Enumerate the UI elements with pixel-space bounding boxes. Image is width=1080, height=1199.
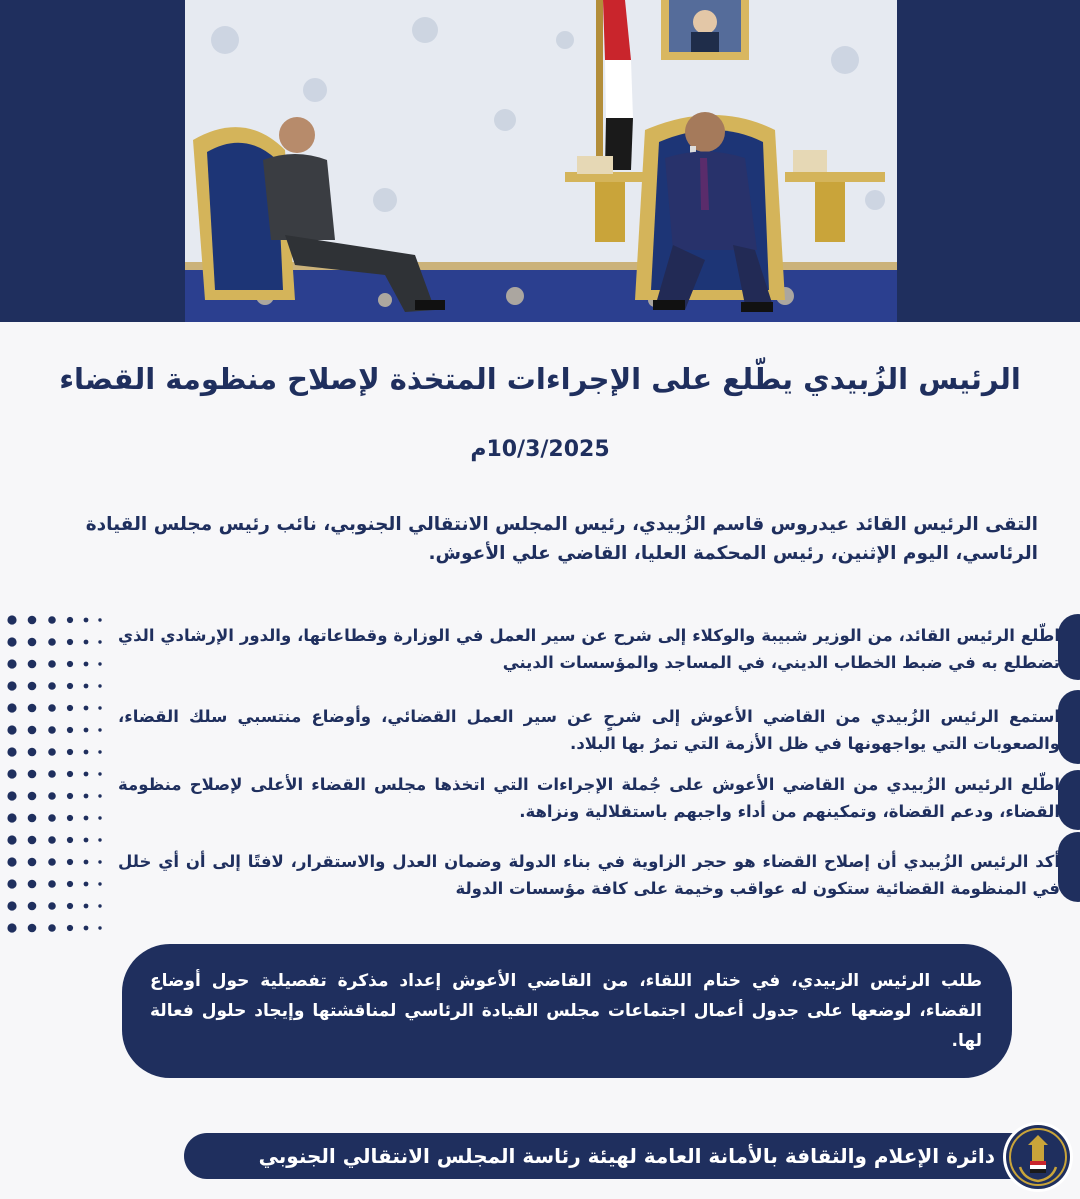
closing-paragraph: طلب الرئيس الزبيدي، في ختام اللقاء، من القاضي الأعوش إعداد مذكرة تفصيلية حول أوضاع القضاء، لوضعها على جدول أعمال اجتماعات مجلس القيادة الرئاسي لمناقشتها وإيجاد حلول فعالة لها. — [150, 971, 982, 1051]
intro-paragraph: التقى الرئيس القائد عيدروس قاسم الزُبيدي، رئيس المجلس الانتقالي الجنوبي، نائب رئيس مجلس القيادة الرئاسي، اليوم الإثنين، رئيس المحكمة العليا، القاضي علي الأعوش. — [85, 514, 1038, 564]
paragraph-marker-4 — [1058, 832, 1080, 902]
emblem-icon — [1002, 1121, 1074, 1193]
dot-pattern-decoration — [0, 612, 108, 942]
paragraph-2: استمع الرئيس الزُبيدي من القاضي الأعوش إلى شرحٍ عن سير العمل القضائي، وأوضاع منتسبي سلك القضاء، والصعوبات التي يواجهونها في ظل الأزمة التي تمرُ بها البلاد. — [118, 707, 1060, 753]
publish-date: 10/3/2025م — [470, 437, 610, 462]
paragraph-4: أكد الرئيس الزُبيدي أن إصلاح القضاء هو حجر الزاوية في بناء الدولة وضمان العدل والاستقرار، لافتًا إلى أن أي خلل في المنظومة القضائية ستكون له عواقب وخيمة على كافة مؤسسات الدولة — [118, 852, 1060, 898]
paragraph-3: اطّلع الرئيس الزُبيدي من القاضي الأعوش على جُملة الإجراءات التي اتخذها مجلس القضاء الأعلى لإصلاح منظومة القضاء، ودعم القضاة، وتمكينهم من أداء واجبهم باستقلالية ونزاهة. — [118, 775, 1060, 821]
paragraph-1: اطّلع الرئيس القائد، من الوزير شبيبة والوكلاء إلى شرح عن سير العمل في الوزارة وقطاعاتها، والدور الإرشادي الذي تضطلع به في ضبط الخطاب الديني، في المساجد والمؤسسات الديني — [118, 626, 1060, 672]
page-title: الرئيس الزُبيدي يطّلع على الإجراءات المتخذة لإصلاح منظومة القضاء — [59, 362, 1021, 396]
paragraph-marker-1 — [1058, 614, 1080, 680]
paragraph-marker-3 — [1058, 770, 1080, 830]
paragraph-marker-2 — [1058, 690, 1080, 764]
meeting-photo — [185, 0, 897, 322]
footer-text: دائرة الإعلام والثقافة بالأمانة العامة لهيئة رئاسة المجلس الانتقالي الجنوبي — [258, 1144, 995, 1168]
